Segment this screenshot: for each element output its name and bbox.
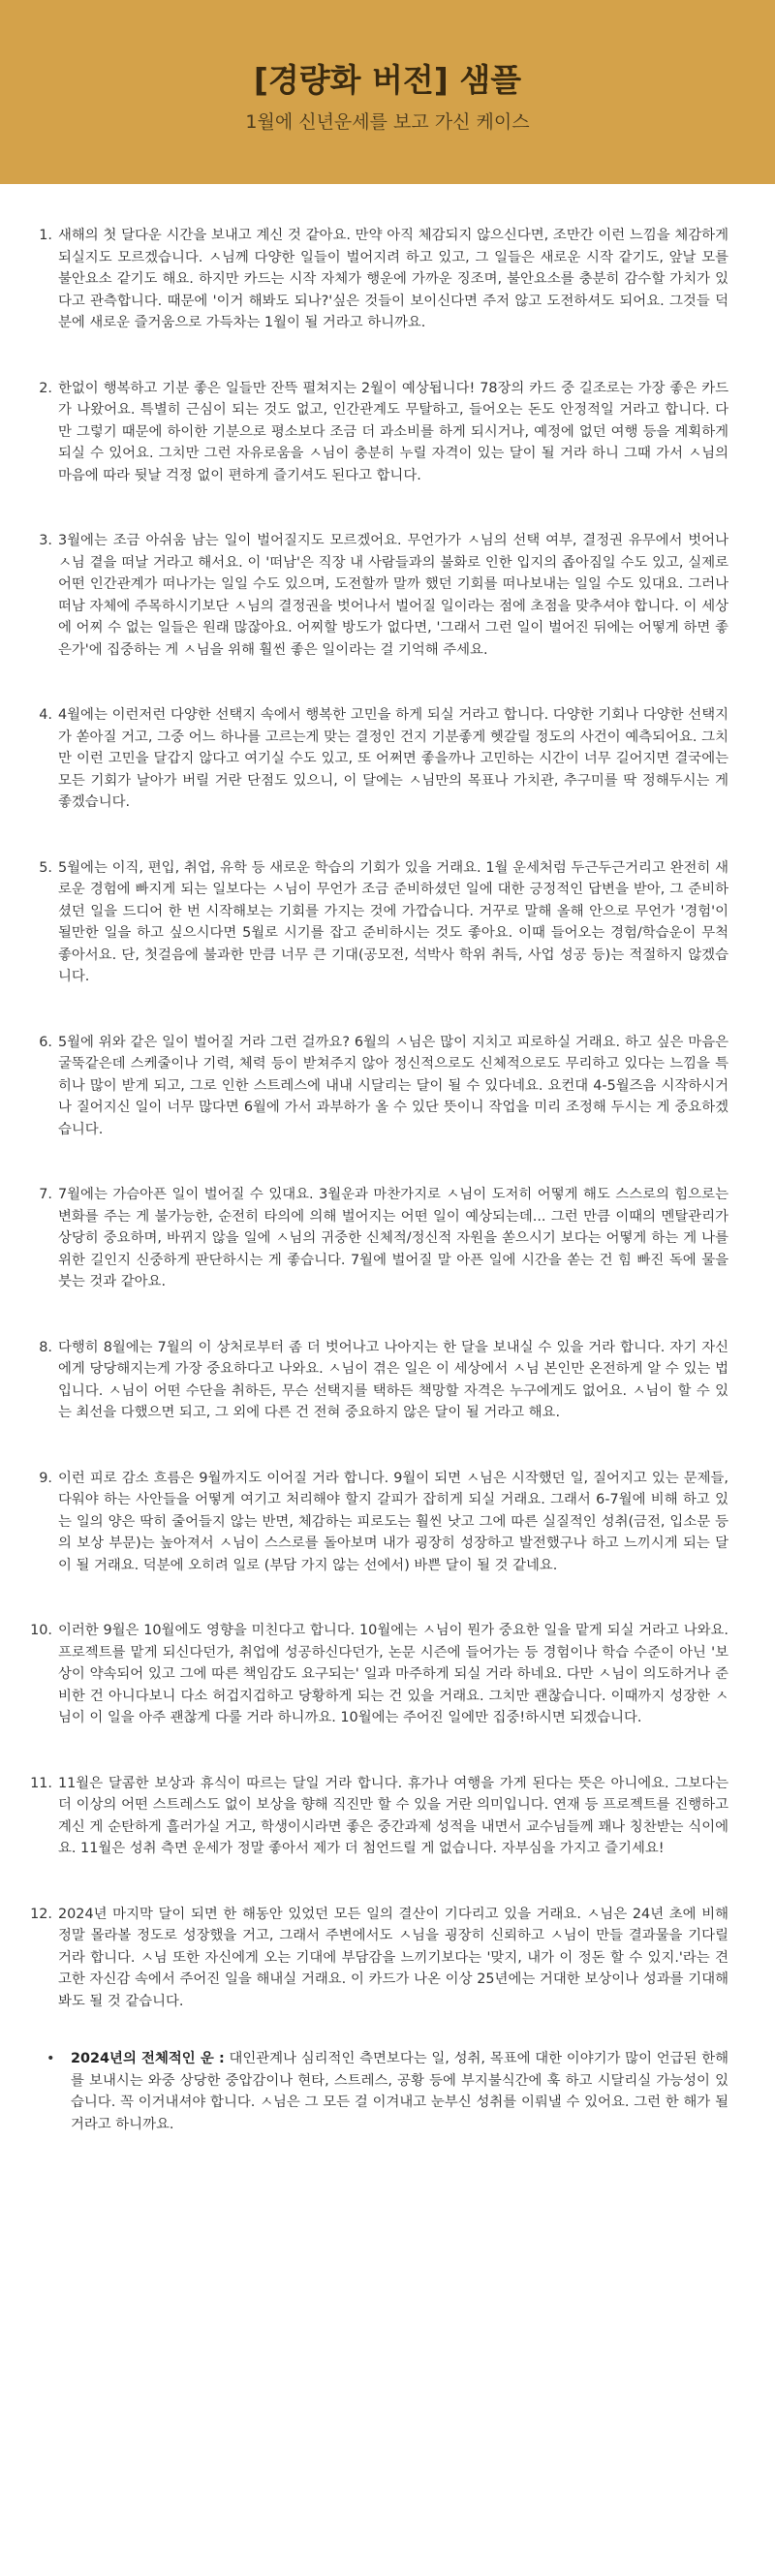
yearly-summary: [37, 2048, 728, 2135]
reading-item-7: [37, 1184, 728, 1293]
page-header: [0, 0, 775, 184]
reading-number: 3.: [39, 533, 52, 548]
reading-number: 11.: [30, 1775, 52, 1791]
reading-item-9: [37, 1468, 728, 1577]
reading-text: 3월에는 조금 아쉬움 남는 일이 벌어질지도 모르겠어요. 무언가가 ㅅ님의 선택 여부, 결정권 유무에서 벗어나 ㅅ님 곁을 떠날 거라고 해서요. 이 '떠남'은 직장 내 사람들과의 불화로 인한 입지의 좁아짐일 수도 있고, 실제로 어떤 인간관계가 떠나가는 일일 수도 있으며, 도전할까 말까 했던 기회를 떠나보내는 일일 수도 있대요. 그러나 떠남 자체에 주목하시기보단 ㅅ님의 결정권을 벗어나서 벌어질 일이라는 점에 초점을 맞추셔야 합니다. 이 세상에 어찌 수 없는 일들은 원래 많잖아요. 어찌할 방도가 없다면, '그래서 그런 일이 벌어진 뒤에는 어떻게 하면 좋은가'에 집중하는 게 ㅅ님을 위해 훨씬 좋은 일이라는 걸 기억해 주세요.: [58, 533, 728, 658]
reading-item-2: [37, 378, 728, 487]
reading-number: 6.: [39, 1034, 52, 1050]
reading-text: 4월에는 이런저런 다양한 선택지 속에서 행복한 고민을 하게 되실 거라고 합니다. 다양한 기회나 다양한 선택지가 쏟아질 거고, 그중 어느 하나를 고르는게 맞는 결정인 건지 기분좋게 헷갈릴 정도의 사건이 예측되어요. 그치만 이런 고민을 달갑지 않다고 여기실 수도 있고, 또 어쩌면 좋을까나 고민하는 시간이 너무 길어지면 결국에는 모든 기회가 날아가 버릴 거란 단점도 있으니, 이 달에는 ㅅ님만의 목표나 가치관, 추구미를 딱 정해두시는 게 좋겠습니다.: [58, 707, 728, 810]
reading-number: 9.: [39, 1470, 52, 1486]
reading-item-6: [37, 1032, 728, 1141]
reading-item-4: [37, 704, 728, 814]
page-subtitle: 1월에 신년운세를 보고 가신 케이스: [245, 111, 530, 133]
reading-item-10: [30, 1620, 728, 1729]
reading-number: 8.: [39, 1339, 52, 1355]
reading-text: 한없이 행복하고 기분 좋은 일들만 잔뜩 펼쳐지는 2월이 예상됩니다! 78장의 카드 중 길조로는 가장 좋은 카드가 나왔어요. 특별히 근심이 되는 것도 없고, 인간관계도 무탈하고, 들어오는 돈도 안정적일 거라고 합니다. 다만 그렇기 때문에 하이한 기분으로 평소보다 조금 더 과소비를 하게 되시거나, 예정에 없던 여행 등을 계획하게 되실 수 있어요. 그치만 그런 자유로움을 ㅅ님이 충분히 누릴 자격이 있는 달이 될 거라 하니 그때 가서 ㅅ님의 마음에 따라 뒷날 걱정 없이 편하게 즐기셔도 된다고 합니다.: [58, 380, 728, 483]
reading-item-1: [37, 225, 728, 334]
page-title: [경량화 버전] 샘플: [253, 61, 522, 99]
reading-item-3: [37, 530, 728, 661]
reading-text: 7월에는 가슴아픈 일이 벌어질 수 있대요. 3월운과 마찬가지로 ㅅ님이 도저히 어떻게 해도 스스로의 힘으로는 변화를 주는 게 불가능한, 순전히 타의에 의해 벌어지는 어떤 일이 예상되는데... 그런 만큼 이때의 멘탈관리가 상당히 중요하며, 바뀌지 않을 일에 ㅅ님의 귀중한 신체적/정신적 자원을 쏟으시기 보다는 어떻게 하는 게 나를 위한 길인지 신중하게 판단하시는 게 좋습니다. 7월에 벌어질 말 아픈 일에 시간을 쏟는 건 힘 빠진 독에 물을 붓는 것과 같아요.: [58, 1187, 728, 1289]
reading-text: 2024년 마지막 달이 되면 한 해동안 있었던 모든 일의 결산이 기다리고 있을 거래요. ㅅ님은 24년 초에 비해 정말 몰라볼 정도로 성장했을 거고, 그래서 주변에서도 ㅅ님을 굉장히 신뢰하고 ㅅ님이 만들 결과물을 기다릴 거라 합니다. ㅅ님 또한 자신에게 오는 기대에 부담감을 느끼기보다는 '맞지, 내가 이 정돈 할 수 있지.'라는 견고한 자신감 속에서 주어진 일을 해내실 거래요. 이 카드가 나온 이상 25년에는 거대한 보상이나 성과를 기대해 봐도 될 것 같습니다.: [58, 1906, 728, 2009]
reading-item-8: [37, 1337, 728, 1424]
reading-number: 5.: [39, 859, 52, 876]
summary-text: 대인관계나 심리적인 측면보다는 일, 성취, 목표에 대한 이야기가 많이 언급된 한해를 보내시는 와중 상당한 중압감이나 현타, 스트레스, 공황 등에 부지불식간에 훅 하고 시달리실 가능성이 있습니다. 꼭 이거내셔야 합니다. ㅅ님은 그 모든 걸 이겨내고 눈부신 성취를 이뤄낼 수 있어요. 그런 한 해가 될 거라고 하니까요.: [71, 2051, 728, 2132]
reading-text: 5월에는 이직, 편입, 취업, 유학 등 새로운 학습의 기회가 있을 거래요. 1월 운세처럼 두근두근거리고 완전히 새로운 경험에 빠지게 되는 일보다는 ㅅ님이 무언가 조금 준비하셨던 일에 대한 긍정적인 답변을 받아, 그 준비하셨던 일을 드디어 한 번 시작해보는 기회를 가지는 것에 가깝습니다. 거꾸로 말해 올해 안으로 무언가 '경험'이 될만한 일을 하고 싶으시다면 5월로 시기를 잡고 준비하시는 것도 좋아요. 이때 들어오는 경험/학습운이 무척 좋아서요. 단, 첫걸음에 불과한 만큼 너무 큰 기대(공모전, 석박사 학위 취득, 사업 성공 등)는 적절하지 않겠습니다.: [58, 859, 728, 984]
reading-number: 1.: [39, 228, 52, 243]
reading-item-5: [37, 857, 728, 988]
reading-item-12: [30, 1904, 728, 2013]
summary-label: 2024년의 전체적인 운 :: [71, 2051, 225, 2066]
reading-text: 5월에 위와 같은 일이 벌어질 거라 그런 걸까요? 6월의 ㅅ님은 많이 지치고 피로하실 거래요. 하고 싶은 마음은 굴뚝같은데 스케줄이나 기력, 체력 등이 받쳐주지 않아 정신적으로도 신체적으로도 무리하고 있다는 느낌을 특히나 많이 받게 되고, 그로 인한 스트레스에 내내 시달리는 달이 될 수 있다네요. 요컨대 4-5월즈음 시작하시거나 질어지신 일이 너무 많다면 6월에 가서 과부하가 올 수 있단 뜻이니 작업을 미리 조정해 두시는 게 중요하겠습니다.: [58, 1034, 728, 1137]
reading-text: 이런 피로 감소 흐름은 9월까지도 이어질 거라 합니다. 9월이 되면 ㅅ님은 시작했던 일, 질어지고 있는 문제들, 다워야 하는 사안들을 어떻게 여기고 처리해야 할지 갈피가 잡히게 되실 거래요. 그래서 6-7월에 비해 하고 있는 일의 양은 딱히 줄어들지 않는 반면, 체감하는 피로도는 훨씬 낫고 그에 따른 실질적인 성취(금전, 입소문 등의 보상 부문)는 높아져서 ㅅ님이 스스로를 돌아보며 내가 굉장히 성장하고 발전했구나 하고 느끼시게 되는 달이 될 거래요. 덕분에 오히려 일로 (부담 가지 않는 선에서) 바쁜 달이 될 것 같네요.: [58, 1470, 728, 1573]
reading-item-11: [30, 1773, 728, 1860]
reading-number: 4.: [39, 707, 52, 723]
reading-content: [0, 184, 775, 2135]
reading-text: 다행히 8월에는 7월의 이 상처로부터 좀 더 벗어나고 나아지는 한 달을 보내실 수 있을 거라 합니다. 자기 자신에게 당당해지는게 가장 중요하다고 나와요. ㅅ님이 겪은 일은 이 세상에서 ㅅ님 본인만 온전하게 알 수 있는 법입니다. ㅅ님이 어떤 수단을 취하든, 무슨 선택지를 택하든 책망할 자격은 누구에게도 없어요. ㅅ님이 할 수 있는 최선을 다했으면 되고, 그 외에 다른 건 전혀 중요하지 않은 달이 될 거라고 해요.: [58, 1339, 728, 1420]
reading-number: 2.: [39, 380, 52, 396]
reading-number: 7.: [39, 1187, 52, 1202]
bullet-icon: •: [46, 2051, 55, 2066]
reading-text: 새해의 첫 달다운 시간을 보내고 계신 것 같아요. 만약 아직 체감되지 않으신다면, 조만간 이런 느낌을 체감하게 되실지도 모르겠습니다. ㅅ님께 다양한 일들이 벌어지려 하고 있고, 그 일들은 새로운 시작 같기도, 앞날 모를 불안요소 같기도 해요. 하지만 카드는 시작 자체가 행운에 가까운 징조며, 불안요소를 충분히 감수할 가치가 있다고 관측합니다. 때문에 '이거 해봐도 되나?'싶은 것들이 보이신다면 주저 않고 도전하셔도 되어요. 그것들 덕분에 새로운 즐거움으로 가득차는 1월이 될 거라고 하니까요.: [58, 228, 728, 330]
reading-text: 이러한 9월은 10월에도 영향을 미친다고 합니다. 10월에는 ㅅ님이 뭔가 중요한 일을 맡게 되실 거라고 나와요. 프로젝트를 맡게 되신다던가, 취업에 성공하신다던가, 논문 시즌에 들어가는 등 경험이나 학습 수준이 아닌 '보상이 약속되어 있고 그에 따른 책임감도 요구되는' 일과 마주하게 되실 거라 하네요. 다만 ㅅ님이 의도하거나 준비한 건 아니다보니 다소 허겁지겁하고 당황하게 되는 건 있을 거래요. 그치만 괜찮습니다. 이때까지 성장한 ㅅ님이 이 일을 아주 괜찮게 다룰 거라 하니까요. 10월에는 주어진 일에만 집중!하시면 되겠습니다.: [58, 1623, 728, 1725]
reading-number: 12.: [30, 1906, 52, 1922]
monthly-readings-list: [30, 225, 728, 2012]
reading-text: 11월은 달콤한 보상과 휴식이 따르는 달일 거라 합니다. 휴가나 여행을 가게 된다는 뜻은 아니에요. 그보다는 더 이상의 어떤 스트레스도 없이 보상을 향해 직진만 할 수 있을 거란 의미입니다. 연재 등 프로젝트를 진행하고 계신 게 순탄하게 흘러가실 거고, 학생이시라면 좋은 중간과제 성적을 내면서 교수님들께 꽤나 칭찬받는 식이에요. 11월은 성취 측면 운세가 정말 좋아서 제가 더 첨언드릴 게 없습니다. 자부심을 가지고 즐기세요!: [58, 1775, 728, 1856]
reading-number: 10.: [30, 1623, 52, 1638]
